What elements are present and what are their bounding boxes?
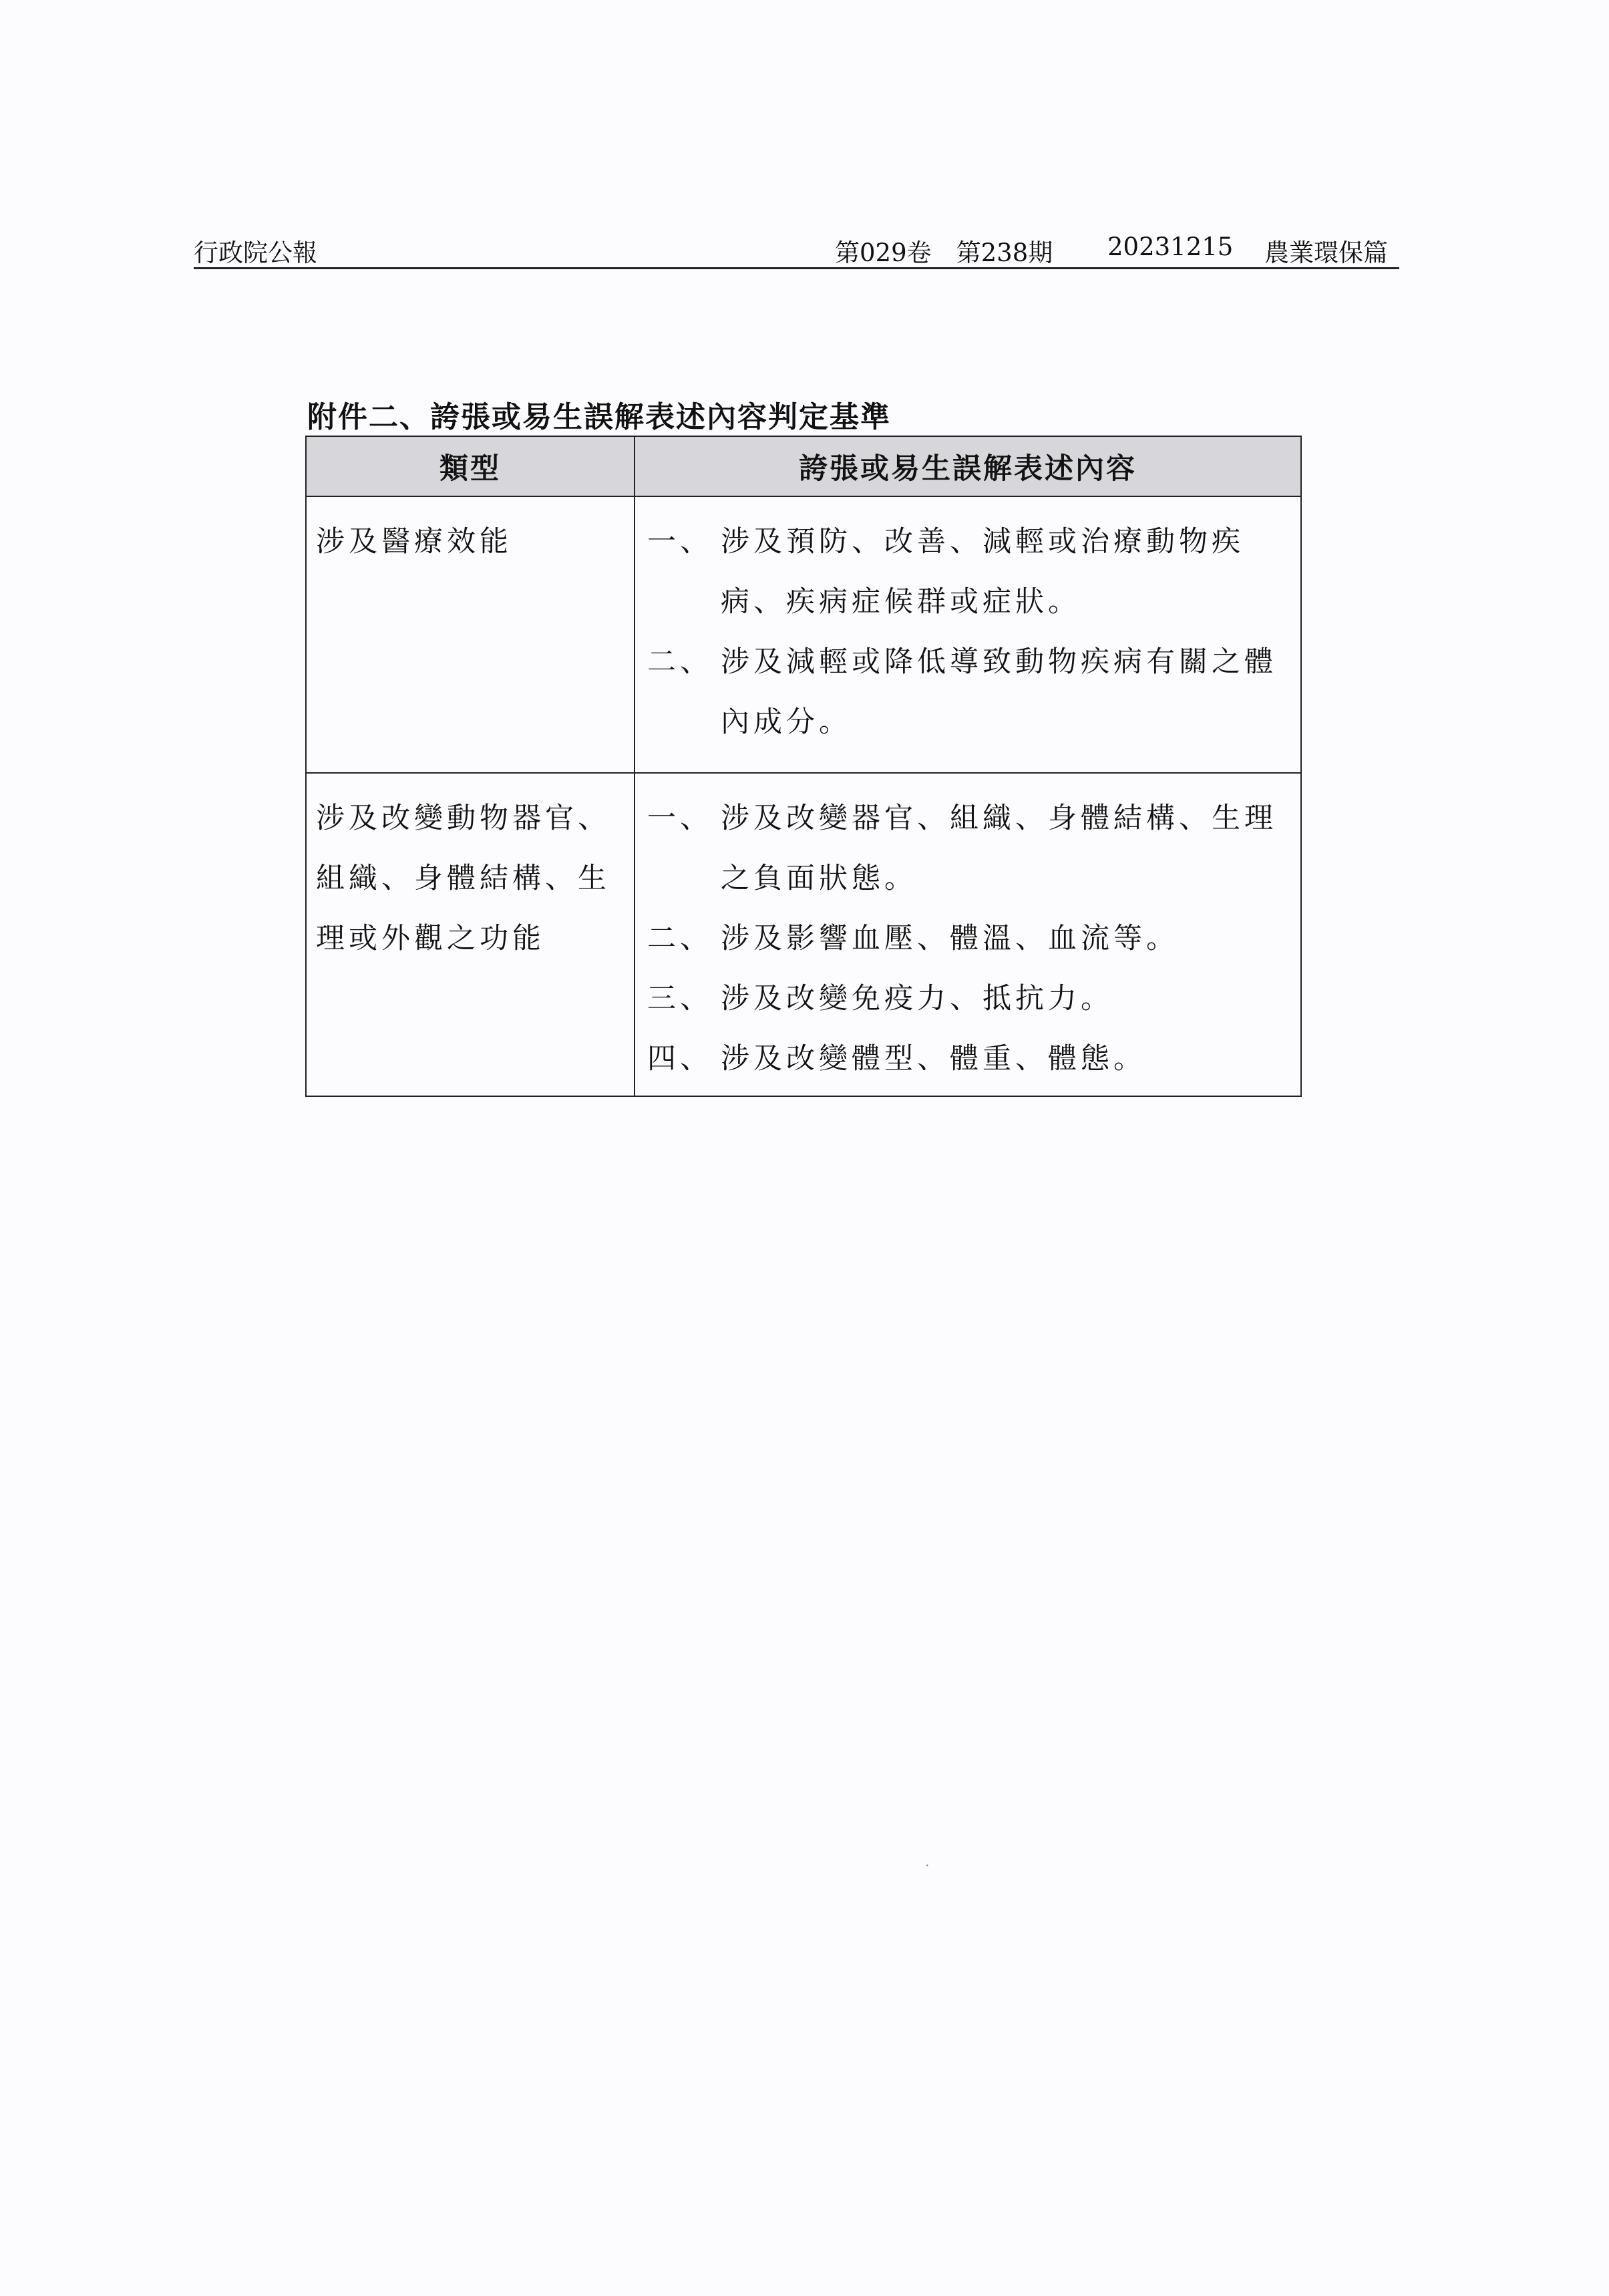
item-number: 一、 (647, 802, 713, 835)
criteria-table (305, 436, 1302, 1097)
publisher-name: 行政院公報 (194, 238, 317, 267)
attachment-title: 附件二、誇張或易生誤解表述內容判定基準 (307, 400, 891, 434)
page-header (194, 227, 1399, 269)
row-content-cell (635, 496, 1301, 773)
publication-date: 20231215 (1107, 232, 1234, 261)
item-number: 一、 (647, 525, 713, 558)
table-row (306, 496, 1301, 773)
list-item (647, 632, 1291, 752)
item-number: 三、 (647, 982, 713, 1015)
list-item (647, 788, 1291, 909)
column-header-type: 類型 (306, 436, 635, 496)
list-item (647, 969, 1291, 1029)
item-number: 四、 (647, 1042, 713, 1076)
list-item (647, 512, 1291, 632)
row-type-cell: 涉及改變動物器官、組織、身體結構、生理或外觀之功能 (306, 773, 635, 1096)
item-number: 二、 (647, 645, 713, 679)
item-text: 涉及改變免疫力、抵抗力。 (721, 982, 1113, 1015)
item-text: 涉及改變體型、體重、體態。 (721, 1042, 1146, 1076)
item-text: 涉及改變器官、組織、身體結構、生理之負面狀態。 (721, 802, 1277, 895)
scan-dot: · (925, 1857, 930, 1873)
list-item (647, 1029, 1291, 1089)
row-type-cell: 涉及醫療效能 (306, 496, 635, 773)
item-text: 涉及減輕或降低導致動物疾病有關之體內成分。 (721, 645, 1277, 739)
table-row (306, 773, 1301, 1096)
item-text: 涉及預防、改善、減輕或治療動物疾病、疾病症候群或症狀。 (721, 525, 1244, 619)
item-text: 涉及影響血壓、體溫、血流等。 (721, 922, 1179, 955)
column-header-content: 誇張或易生誤解表述內容 (635, 436, 1301, 496)
item-number: 二、 (647, 922, 713, 955)
list-item (647, 909, 1291, 969)
category-label: 農業環保篇 (1264, 238, 1388, 267)
row-content-cell (635, 773, 1301, 1096)
table-header-row (306, 436, 1301, 496)
volume-issue: 第029卷 第238期 (835, 238, 1053, 267)
